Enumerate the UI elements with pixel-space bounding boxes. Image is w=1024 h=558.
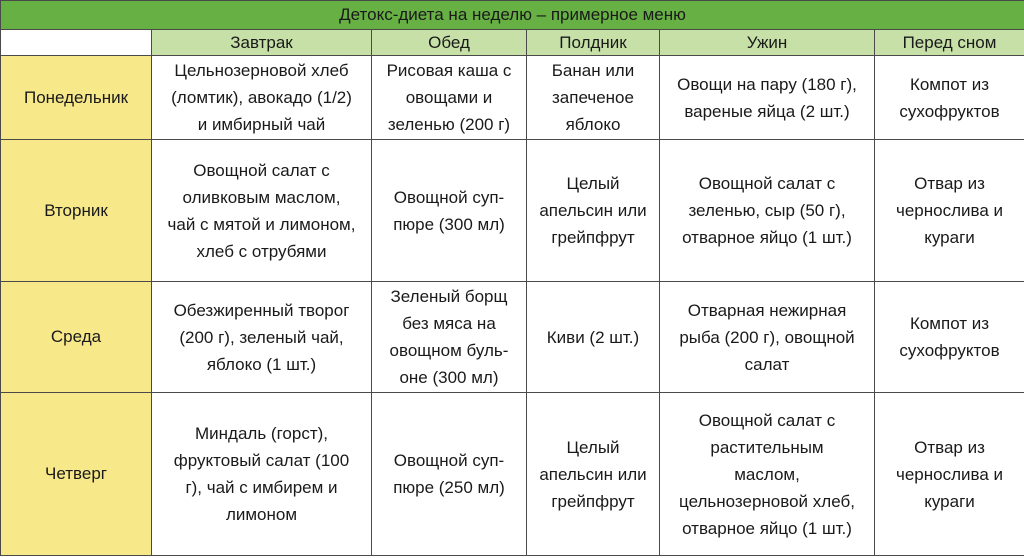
day-label: Четверг <box>1 393 152 556</box>
meal-cell: Обезжиренный творог (200 г), зеленый чай, яблоко (1 шт.) <box>152 282 372 393</box>
table-row <box>1 140 1024 282</box>
meal-cell: Овощной салат с оливковым маслом, чай с мятой и лимоном, хлеб с отрубями <box>152 140 372 282</box>
column-header-dinner: Ужин <box>660 30 875 56</box>
meal-cell: Овощной суп- пюре (250 мл) <box>372 393 527 556</box>
meal-cell: Целый апельсин или грейпфрут <box>527 393 660 556</box>
meal-cell: Зеленый борщ без мяса на овощном буль- оне (300 мл) <box>372 282 527 393</box>
meal-cell: Миндаль (горст), фруктовый салат (100 г), чай с имбирем и лимоном <box>152 393 372 556</box>
meal-cell: Отварная нежирная рыба (200 г), овощной салат <box>660 282 875 393</box>
column-header-breakfast: Завтрак <box>152 30 372 56</box>
meal-cell: Рисовая каша с овощами и зеленью (200 г) <box>372 56 527 140</box>
header-corner <box>1 30 152 56</box>
table-row <box>1 56 1024 140</box>
title-row <box>1 1 1024 30</box>
day-label: Вторник <box>1 140 152 282</box>
column-header-lunch: Обед <box>372 30 527 56</box>
meal-cell: Целый апельсин или грейпфрут <box>527 140 660 282</box>
meal-cell: Овощи на пару (180 г), вареные яйца (2 шт.) <box>660 56 875 140</box>
day-label: Среда <box>1 282 152 393</box>
table-row <box>1 282 1024 393</box>
header-row <box>1 30 1024 56</box>
meal-cell: Овощной салат с растительным маслом, цельнозерновой хлеб, отварное яйцо (1 шт.) <box>660 393 875 556</box>
table-title: Детокс-диета на неделю – примерное меню <box>1 1 1024 30</box>
meal-cell: Овощной суп- пюре (300 мл) <box>372 140 527 282</box>
meal-cell: Киви (2 шт.) <box>527 282 660 393</box>
meal-cell: Компот из сухофруктов <box>875 282 1024 393</box>
column-header-snack: Полдник <box>527 30 660 56</box>
table-row <box>1 393 1024 556</box>
meal-cell: Отвар из чернослива и кураги <box>875 393 1024 556</box>
meal-cell: Банан или запеченое яблоко <box>527 56 660 140</box>
meal-cell: Овощной салат с зеленью, сыр (50 г), отварное яйцо (1 шт.) <box>660 140 875 282</box>
meal-cell: Цельнозерновой хлеб (ломтик), авокадо (1/2) и имбирный чай <box>152 56 372 140</box>
column-header-before-sleep: Перед сном <box>875 30 1024 56</box>
meal-cell: Отвар из чернослива и кураги <box>875 140 1024 282</box>
meal-cell: Компот из сухофруктов <box>875 56 1024 140</box>
day-label: Понедельник <box>1 56 152 140</box>
